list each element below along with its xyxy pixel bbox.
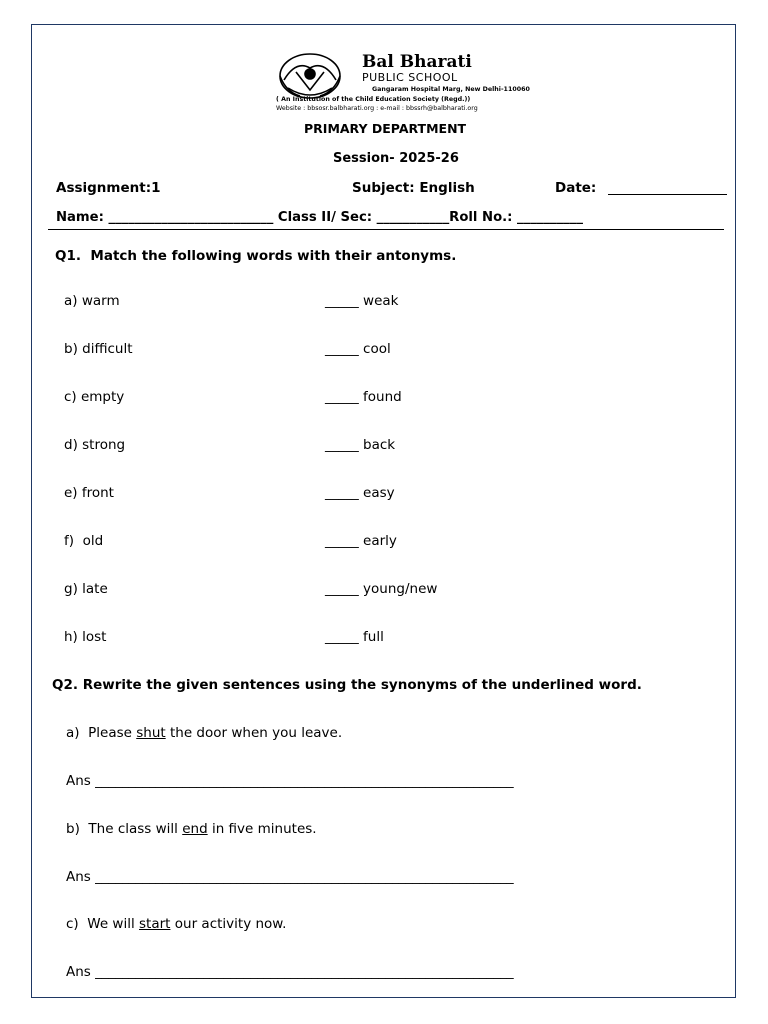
- q2-sentence-c-suffix: our activity now.: [170, 916, 287, 932]
- subject-label: Subject: English: [352, 180, 475, 196]
- q2-sentence-a: [66, 725, 342, 741]
- q2-sentence-b-underlined-word: end: [182, 821, 208, 837]
- q1-item-h-answer[interactable]: _____ full: [325, 629, 384, 645]
- q1-item-b-label: b) difficult: [64, 341, 133, 357]
- q2-answer-line-a[interactable]: Ans ______________________________________________________________: [66, 773, 514, 789]
- q2-answer-line-c[interactable]: Ans ______________________________________________________________: [66, 964, 514, 980]
- date-label: Date:: [555, 180, 597, 196]
- q1-item-g-answer[interactable]: _____ young/new: [325, 581, 438, 597]
- date-blank[interactable]: [608, 194, 727, 195]
- q2-answer-line-b[interactable]: Ans ______________________________________________________________: [66, 869, 514, 885]
- session-label: Session- 2025-26: [333, 151, 459, 166]
- q1-item-c-label: c) empty: [64, 389, 125, 405]
- q1-item-d-answer[interactable]: _____ back: [325, 437, 396, 453]
- q2-sentence-b: [66, 821, 317, 837]
- q2-sentence-c-prefix: c) We will: [66, 916, 140, 932]
- name-class-roll-row: Name: _________________________ Class II/ Sec: ___________Roll No.: __________: [56, 210, 583, 225]
- q2-sentence-b-suffix: in five minutes.: [207, 821, 317, 837]
- page-border: [31, 24, 736, 998]
- q2-sentence-b-prefix: b) The class will: [66, 821, 183, 837]
- school-institution: ( An Institution of the Child Education Society (Regd.)): [276, 96, 471, 103]
- q1-item-f-answer[interactable]: _____ early: [325, 533, 397, 549]
- q1-item-e-answer[interactable]: _____ easy: [325, 485, 395, 501]
- q1-item-c-answer[interactable]: _____ found: [325, 389, 402, 405]
- q1-item-g-label: g) late: [64, 581, 108, 597]
- q1-item-f-label: f) old: [64, 533, 104, 549]
- q2-sentence-a-underlined-word: shut: [136, 725, 166, 741]
- q2-title: Q2. Rewrite the given sentences using the synonyms of the underlined word.: [52, 677, 642, 693]
- q2-sentence-c-underlined-word: start: [139, 916, 171, 932]
- q1-item-a-label: a) warm: [64, 293, 120, 309]
- school-address: Gangaram Hospital Marg, New Delhi-110060: [372, 86, 530, 93]
- q1-title: Q1. Match the following words with their antonyms.: [55, 248, 457, 264]
- q1-item-h-label: h) lost: [64, 629, 107, 645]
- department-title: PRIMARY DEPARTMENT: [304, 121, 467, 136]
- header-divider: [48, 229, 724, 230]
- school-contact: Website : bbsosr.balbharati.org : e-mail : bbssrh@balbharati.org: [276, 105, 478, 112]
- q1-item-d-label: d) strong: [64, 437, 126, 453]
- school-subtitle: PUBLIC SCHOOL: [362, 71, 458, 84]
- q2-sentence-a-suffix: the door when you leave.: [165, 725, 343, 741]
- q1-item-a-answer[interactable]: _____ weak: [325, 293, 399, 309]
- q1-item-e-label: e) front: [64, 485, 114, 501]
- assignment-label: Assignment:1: [56, 180, 161, 196]
- q1-item-b-answer[interactable]: _____ cool: [325, 341, 391, 357]
- school-name: Bal Bharati: [362, 52, 472, 72]
- q2-sentence-a-prefix: a) Please: [66, 725, 137, 741]
- q2-sentence-c: [66, 916, 286, 932]
